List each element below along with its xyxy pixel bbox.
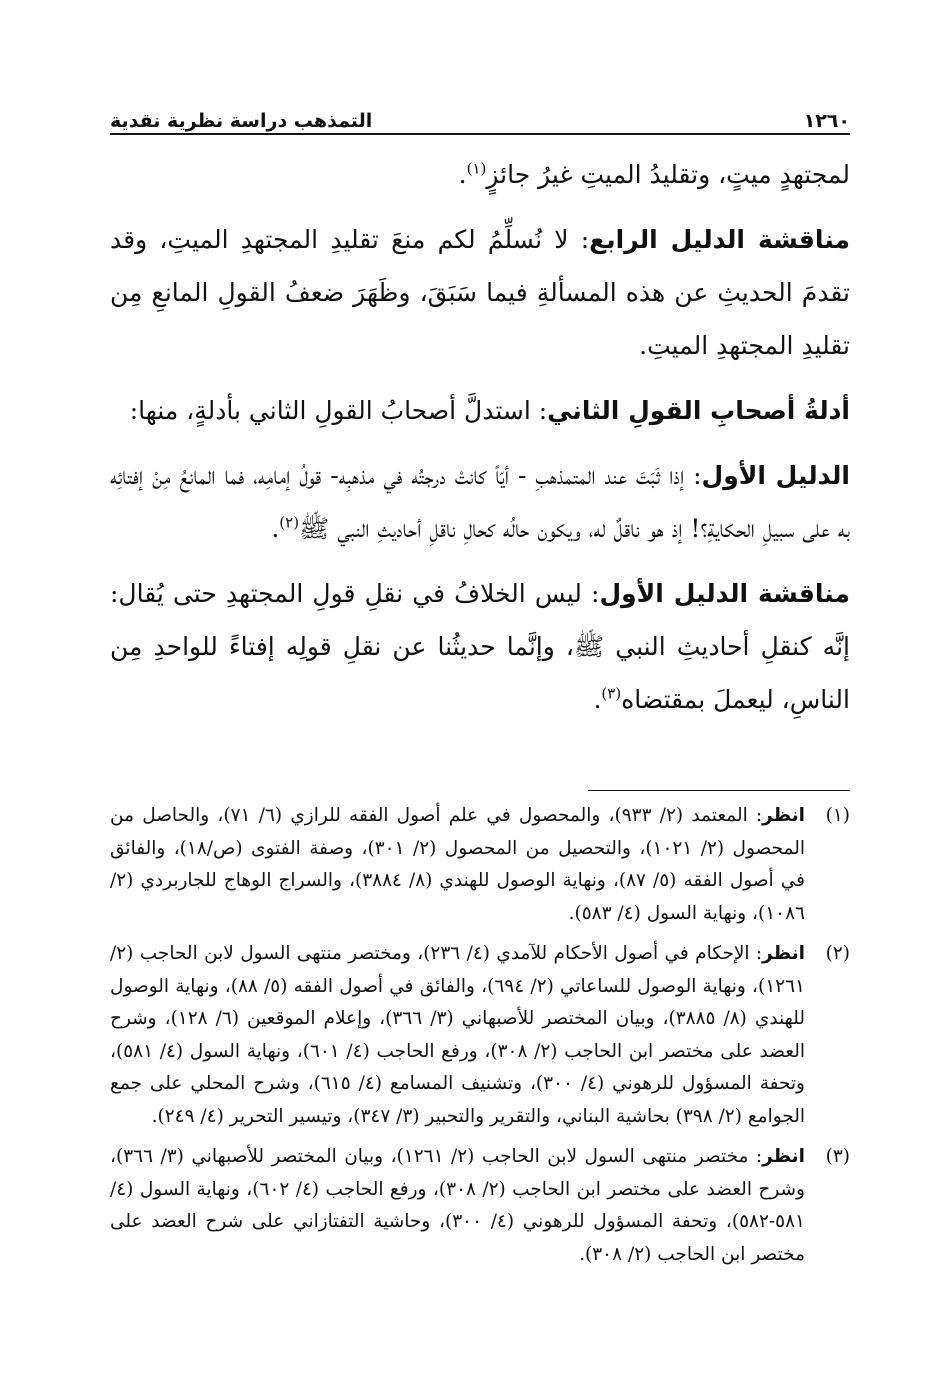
header-rule	[110, 133, 850, 135]
section-heading: مناقشة الدليل الأول	[599, 579, 850, 608]
paragraph-1: لمجتهدٍ ميتٍ، وتقليدُ الميتِ غيرُ جائزٍ$^{(١)}$.	[458, 159, 850, 189]
paragraph-3: أدلةُ أصحابِ القولِ الثاني: استدلَّ أصحابُ القولِ الثاني بأدلةٍ، منها:	[129, 396, 850, 425]
page-number: ١٢٦٠	[803, 110, 850, 132]
footnote-2: (٢) انظر: الإحكام في أصول الأحكام للآمدي (٤/ ٢٣٦)، ومختصر منتهى السول لابن الحاجب (٢/ ١٢٦١)، ونهاية الوصول للساعاتي (٢/ ٦٩٤)، والفائق في أصول الفقه (٥/ ٨٨)، ونهاية الوصول للهندي (٨/ ٣٨٨٥)، وبيان المختصر للأصبهاني (٣/ ٣٦٦)، وإعلام الموقعين (٦/ ١٢٨)، وشرح العضد على مختصر ابن الحاجب (٢/ ٣٠٨)، ورفع الحاجب (٤/ ٦٠١)، ونهاية السول (٤/ ٥٨١)، وتحفة المسؤول للرهوني (٤/ ٣٠٠)، وتشنيف المسامع (٤/ ٦١٥)، وشرح المحلي على جمع الجوامع (٢/ ٣٩٨) بحاشية البناني، والتقرير والتحبير (٣/ ٣٤٧)، وتيسير التحرير (٤/ ٢٤٩).	[110, 938, 850, 1133]
footnote-ref-2: (٢)	[279, 513, 300, 532]
footnote-1: (١) انظر: المعتمد (٢/ ٩٣٣)، والمحصول في علم أصول الفقه للرازي (٦/ ٧١)، والحاصل من المحصول (٢/ ١٠٢١)، والتحصيل من المحصول (٢/ ٣٠١)، وصفة الفتوى (ص/١٨)، والفائق في أصول الفقه (٥/ ٨٧)، ونهاية الوصول للهندي (٨/ ٣٨٨٤)، والسراج الوهاج للجاربردي (٢/ ١٠٨٦)، ونهاية السول (٤/ ٥٨٣).	[110, 800, 850, 930]
section-heading: أدلةُ أصحابِ القولِ الثاني	[547, 396, 850, 425]
section-heading: مناقشة الدليل الرابع	[589, 225, 851, 254]
footnotes	[110, 800, 850, 1279]
running-title: التمذهب دراسة نظرية نقدية	[110, 110, 373, 132]
main-text	[110, 148, 850, 738]
footnote-number: (١)	[825, 805, 850, 826]
paragraph-5: مناقشة الدليل الأول: ليس الخلافُ في نقلِ قولِ المجتهدِ حتى يُقال: إنَّه كنقلِ أحاديثِ النبي ﷺ، وإنَّما حديثُنا عن نقلِ قولِه إفتاءً للواحدِ مِن الناسِ، ليعملَ بمقتضاه$^{(٣)}$.	[110, 579, 850, 714]
running-header	[110, 100, 850, 132]
footnote-number: (٣)	[825, 1146, 850, 1167]
footnote-number: (٢)	[825, 943, 850, 964]
footnote-3: (٣) انظر: مختصر منتهى السول لابن الحاجب (٢/ ١٢٦١)، وبيان المختصر للأصبهاني (٣/ ٣٦٦)، وشرح العضد على مختصر ابن الحاجب (٢/ ٣٠٨)، ورفع الحاجب (٤/ ٦٠٢)، ونهاية السول (٤/ ٥٨١-٥٨٢)، وتحفة المسؤول للرهوني (٤/ ٣٠٠)، وحاشية التفتازاني على شرح العضد على مختصر ابن الحاجب (٢/ ٣٠٨).	[110, 1141, 850, 1271]
paragraph-4: الدليل الأول: إذا ثَبَتَ عند المتمذهبِ - أيّاً كانتْ درجتُه في مذهبِه- قولُ إمامِه، فما المانعُ مِنْ إفتائِه به على سبيلِ الحكايةِ؟! إذ هو ناقلٌ له، ويكون حالُه كحالِ ناقلِ أحاديثِ النبي ﷺ$^{(٢)}$.	[110, 461, 850, 543]
section-heading: الدليل الأول	[701, 461, 850, 490]
footnote-ref-3: (٣)	[601, 684, 622, 703]
footnote-ref-1: (١)	[466, 159, 487, 178]
footnote-separator	[588, 790, 850, 791]
paragraph-2: مناقشة الدليل الرابع: لا نُسلِّمُ لكم منعَ تقليدِ المجتهدِ الميتِ، وقد تقدمَ الحديثِ عن هذه المسألةِ فيما سَبَقَ، وظَهَرَ ضعفُ القولِ المانعِ مِن تقليدِ المجتهدِ الميتِ.	[110, 225, 851, 360]
